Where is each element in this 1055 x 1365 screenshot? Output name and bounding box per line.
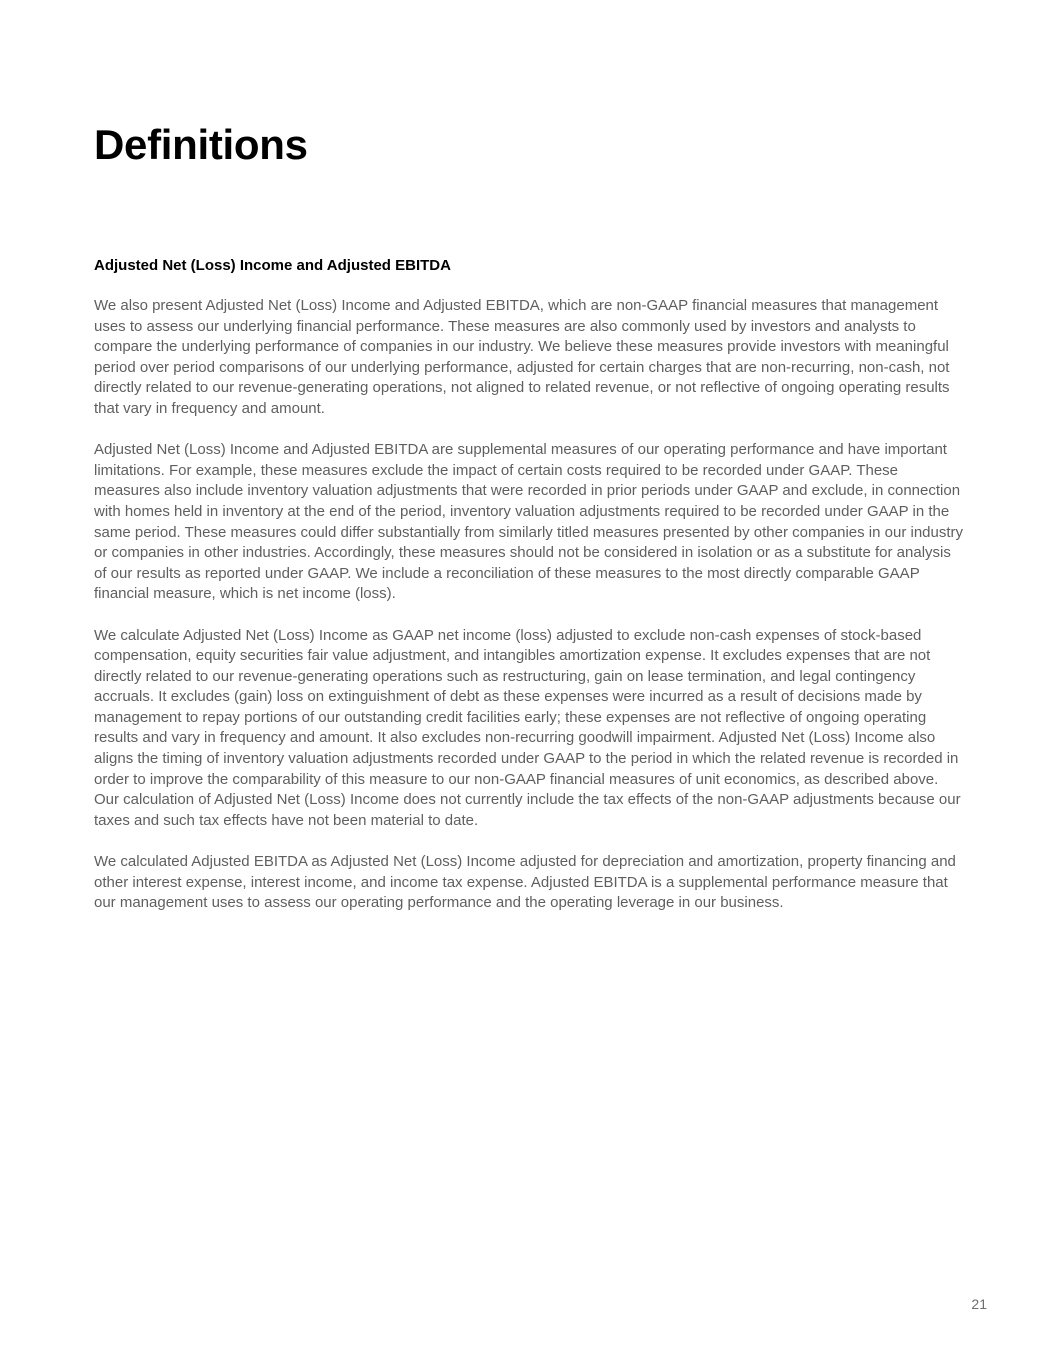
paragraph-adjusted-net-income: We calculate Adjusted Net (Loss) Income as GAAP net income (loss) adjusted to exclude non-cash expenses of stock-based compensation, equity securities fair value adjustment, and intangibles amortization expense. It excludes expenses that are not directly related to our revenue-generating operations such as restructuring, gain on lease termination, and legal contingency accruals. It excludes (gain) loss on extinguishment of debt as these expenses were incurred as a result of decisions made by management to repay portions of our outstanding credit facilities early; these expenses are not reflective of ongoing operating results and vary in frequency and amount. It also excludes non-recurring goodwill impairment. Adjusted Net (Loss) Income also aligns the timing of inventory valuation adjustments recorded under GAAP to the period in which the related revenue is recorded in order to improve the comparability of this measure to our non-GAAP financial measures of unit economics, as described above. Our calculation of Adjusted Net (Loss) Income does not currently include the tax effects of the non-GAAP adjustments because our taxes and such tax effects have not been material to date. [94,626,961,829]
page-number: 21 [971,1296,987,1312]
paragraph-adjusted-ebitda: We calculated Adjusted EBITDA as Adjusted Net (Loss) Income adjusted for depreciation and amortization, property financing and other interest expense, interest income, and income tax expense. Adjusted EBITDA is a supplemental performance measure that our management uses to assess our operating performance and the operating leverage in our business. [94,853,956,912]
paragraph-overview: We also present Adjusted Net (Loss) Income and Adjusted EBITDA, which are non-GAAP financial measures that management uses to assess our underlying financial performance. These measures are also commonly used by investors and analysts to compare the underlying performance of companies in our industry. We believe these measures provide investors with meaningful period over period comparisons of our underlying performance, adjusted for certain charges that are non-recurring, non-cash, not directly related to our revenue-generating operations, not aligned to related revenue, or not reflective of ongoing operating results that vary in frequency and amount. [94,297,950,417]
definitions-section [94,256,966,934]
section-heading: Adjusted Net (Loss) Income and Adjusted EBITDA [94,257,451,274]
paragraph-limitations: Adjusted Net (Loss) Income and Adjusted EBITDA are supplemental measures of our operating performance and have important limitations. For example, these measures exclude the impact of certain costs required to be recorded under GAAP. These measures also include inventory valuation adjustments that were recorded in prior periods under GAAP and exclude, in connection with homes held in inventory at the end of the period, inventory valuation adjustments required to be recorded under GAAP in the same period. These measures could differ substantially from similarly titled measures presented by other companies in our industry or companies in other industries. Accordingly, these measures should not be considered in isolation or as a substitute for analysis of our results as reported under GAAP. We include a reconciliation of these measures to the most directly comparable GAAP financial measure, which is net income (loss). [94,441,964,603]
page-title: Definitions [94,121,308,168]
